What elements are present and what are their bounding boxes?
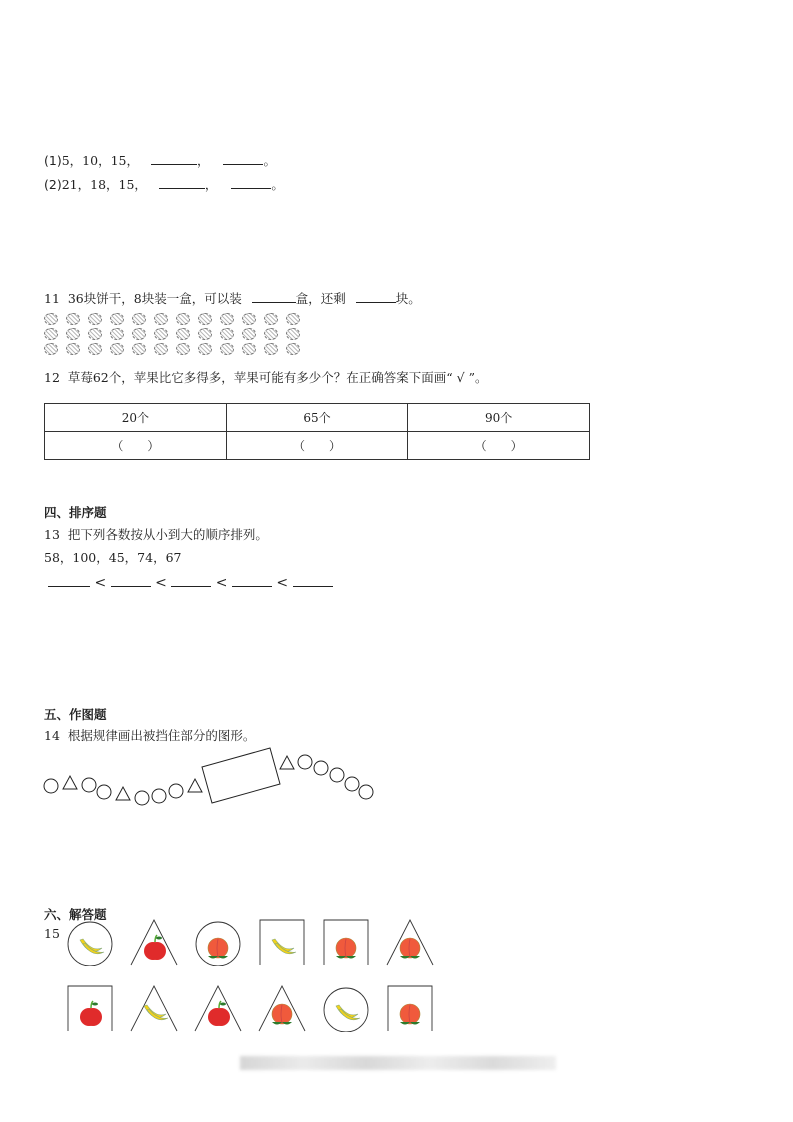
biscuit-icon	[66, 313, 80, 325]
section-6-title: 六、解答题	[44, 907, 107, 922]
q10-line2-blank-2[interactable]	[231, 176, 271, 189]
fruit-row-2	[66, 984, 450, 1032]
pattern-circle	[359, 785, 373, 799]
q10-line2-sep: ，	[204, 177, 218, 192]
less-than-4: <	[276, 575, 289, 591]
q11-text-b: 盒，还剩	[295, 291, 346, 306]
section-5-title: 五、作图题	[44, 707, 107, 722]
pattern-circle	[152, 789, 166, 803]
q13-blank-4[interactable]	[232, 574, 272, 587]
biscuit-icon	[110, 313, 124, 325]
q13-question	[44, 525, 268, 543]
pattern-circle	[44, 779, 58, 793]
banana-icon	[258, 918, 306, 966]
biscuit-row	[44, 326, 314, 341]
biscuit-icon	[176, 313, 190, 325]
q13-order-line	[48, 574, 333, 591]
pattern-circle	[169, 784, 183, 798]
q10-line2-sequence: 21，18，15，	[61, 177, 147, 192]
apple-icon	[194, 984, 242, 1032]
q14-text: 根据规律画出被挡住部分的图形。	[67, 728, 256, 743]
biscuit-icon	[264, 343, 278, 355]
banana-icon	[322, 984, 370, 1032]
biscuit-icon	[198, 343, 212, 355]
q10-line1-end: 。	[263, 153, 276, 168]
biscuit-icon	[88, 343, 102, 355]
biscuit-icon	[154, 313, 168, 325]
peach-icon	[386, 984, 434, 1032]
q10-line1-label: (1)	[44, 153, 62, 168]
biscuit-icon	[44, 343, 58, 355]
fruit-row-1	[66, 918, 450, 966]
q12-options-row	[45, 404, 590, 432]
banana-in-triangle-card	[130, 984, 178, 1032]
biscuit-icon	[176, 328, 190, 340]
peach-in-square-card	[322, 918, 370, 966]
biscuit-icon	[44, 328, 58, 340]
q10-line1-sequence: 5，10，15，	[61, 153, 139, 168]
q10-line-2	[44, 175, 284, 193]
pattern-circle	[97, 785, 111, 799]
biscuit-icon	[88, 328, 102, 340]
q12-option-1: 20个	[45, 404, 227, 432]
q14-pattern-figure	[40, 740, 380, 810]
q12-answer-slot-3[interactable]: （ ）	[408, 432, 590, 460]
apple-in-triangle-card	[130, 918, 178, 966]
q11-blank-boxes[interactable]	[252, 290, 296, 303]
q13-blank-2[interactable]	[111, 574, 151, 587]
q11-blank-remaining[interactable]	[356, 290, 396, 303]
biscuit-icon	[154, 343, 168, 355]
q12-option-3: 90个	[408, 404, 590, 432]
q13-text: 把下列各数按从小到大的顺序排列。	[67, 527, 268, 542]
q11-text-c: 块。	[395, 291, 421, 306]
biscuit-icon	[264, 328, 278, 340]
biscuit-icon	[88, 313, 102, 325]
q11-question	[44, 289, 421, 307]
banana-icon	[66, 918, 114, 966]
q13-numbers: 58，100，45，74，67	[44, 550, 182, 565]
q10-line1-blank-1[interactable]	[151, 152, 197, 165]
peach-in-triangle-card	[258, 984, 306, 1032]
pattern-triangle	[63, 776, 77, 789]
biscuit-icon	[220, 343, 234, 355]
pattern-circle	[82, 778, 96, 792]
biscuit-icon	[132, 328, 146, 340]
q13-number: 13	[44, 527, 60, 542]
q10-line2-end: 。	[271, 177, 284, 192]
pattern-circle	[135, 791, 149, 805]
apple-in-square-card	[66, 984, 114, 1032]
banana-icon	[130, 984, 178, 1032]
banana-in-circle-card	[322, 984, 370, 1032]
biscuit-icon	[220, 328, 234, 340]
q10-line2-blank-1[interactable]	[159, 176, 205, 189]
pattern-circle	[345, 777, 359, 791]
pattern-circle	[298, 755, 312, 769]
q12-answer-row	[45, 432, 590, 460]
apple-icon	[130, 918, 178, 966]
peach-icon	[386, 918, 434, 966]
q12-text: 草莓62个，苹果比它多得多，苹果可能有多少个？在正确答案下面画“ √ ”。	[67, 370, 488, 385]
pattern-triangle	[116, 787, 130, 800]
biscuit-row	[44, 341, 314, 356]
peach-in-triangle-card	[386, 918, 434, 966]
q12-answer-slot-2[interactable]: （ ）	[226, 432, 408, 460]
less-than-1: <	[94, 575, 107, 591]
biscuit-icon	[44, 313, 58, 325]
biscuit-icon	[242, 313, 256, 325]
q13-blank-1[interactable]	[48, 574, 90, 587]
pattern-triangle	[280, 756, 294, 769]
q10-line-1	[44, 151, 276, 169]
biscuit-row	[44, 311, 314, 326]
pattern-circle	[330, 768, 344, 782]
q12-option-2: 65个	[226, 404, 408, 432]
q11-number: 11	[44, 291, 60, 306]
banana-in-square-card	[258, 918, 306, 966]
biscuit-icon	[286, 313, 300, 325]
biscuit-icon	[198, 313, 212, 325]
covering-rectangle	[202, 748, 280, 803]
biscuit-icon	[110, 328, 124, 340]
pattern-circle	[314, 761, 328, 775]
biscuit-icon	[220, 313, 234, 325]
banana-in-circle-card	[66, 918, 114, 966]
peach-icon	[258, 984, 306, 1032]
q12-question	[44, 368, 487, 386]
q11-text-a: 36块饼干，8块装一盒，可以装	[67, 291, 242, 306]
biscuit-icon	[132, 313, 146, 325]
biscuit-icon	[154, 328, 168, 340]
biscuit-icon	[132, 343, 146, 355]
biscuit-icon	[242, 328, 256, 340]
biscuit-icon	[110, 343, 124, 355]
less-than-3: <	[215, 575, 228, 591]
biscuit-icon	[198, 328, 212, 340]
apple-icon	[66, 984, 114, 1032]
blurred-watermark	[240, 1056, 556, 1070]
biscuit-icon	[286, 328, 300, 340]
q12-answer-slot-1[interactable]: （ ）	[45, 432, 227, 460]
biscuit-icon	[242, 343, 256, 355]
q12-choice-table	[44, 403, 590, 460]
biscuit-icon	[286, 343, 300, 355]
peach-icon	[194, 918, 242, 966]
biscuit-icon	[264, 313, 278, 325]
less-than-2: <	[155, 575, 167, 591]
q15-number: 15	[44, 926, 60, 941]
peach-in-circle-card	[194, 918, 242, 966]
q10-line2-label: (2)	[44, 177, 62, 192]
section-4-title: 四、排序题	[44, 505, 107, 520]
q14-number: 14	[44, 728, 60, 743]
peach-in-square-card	[386, 984, 434, 1032]
biscuit-icon	[66, 343, 80, 355]
q10-line1-blank-2[interactable]	[223, 152, 263, 165]
q10-line1-sep: ，	[196, 153, 210, 168]
biscuit-icon	[176, 343, 190, 355]
q13-blank-3[interactable]	[171, 574, 211, 587]
q13-blank-5[interactable]	[293, 574, 333, 587]
q12-number: 12	[44, 370, 60, 385]
biscuit-grid	[44, 311, 314, 356]
peach-icon	[322, 918, 370, 966]
apple-in-triangle-card	[194, 984, 242, 1032]
biscuit-icon	[66, 328, 80, 340]
pattern-triangle	[188, 779, 202, 792]
